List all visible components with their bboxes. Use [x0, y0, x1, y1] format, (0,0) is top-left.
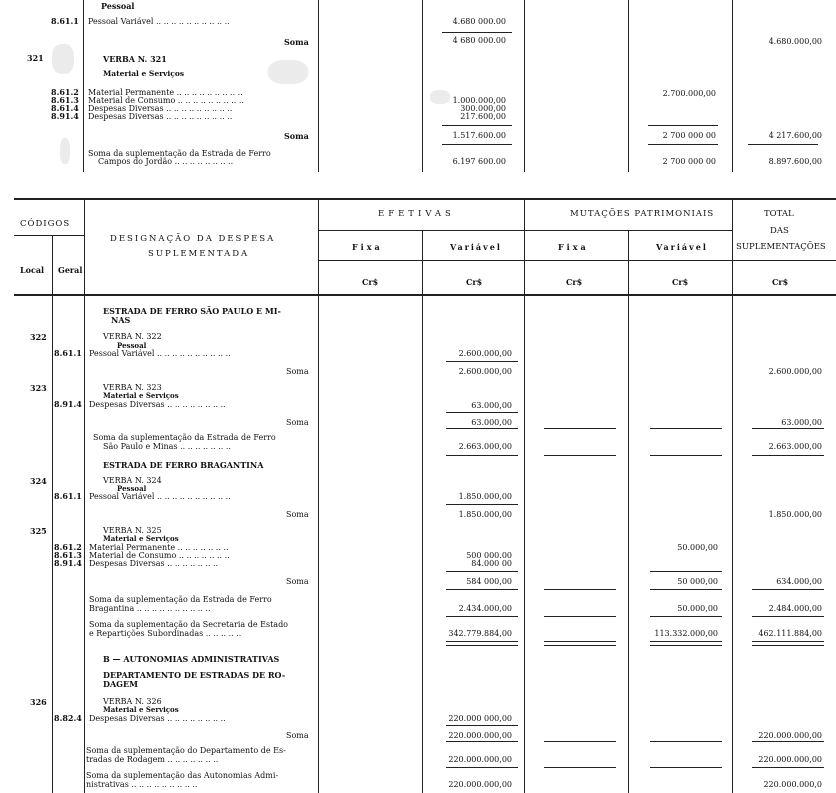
- total-value: 220.000.000,00: [758, 731, 822, 740]
- column-rule: [628, 0, 629, 172]
- group-label: Material e Serviços: [103, 705, 179, 714]
- general-code: 8.91.4: [54, 558, 82, 568]
- summary-label: tradas de Rodagem .. .. .. .. .. .. ..: [86, 755, 219, 764]
- sum-rule: [544, 428, 616, 429]
- general-code: 8.61.2: [51, 87, 79, 97]
- general-code: 8.61.1: [54, 491, 82, 501]
- verba-title: VERBA N. 321: [103, 54, 167, 64]
- sum-rule: [648, 144, 718, 145]
- sum-rule: [752, 428, 824, 429]
- total-value: 1.850.000,00: [768, 510, 822, 519]
- sum-rule: [650, 428, 722, 429]
- group-label: Material e Serviços: [103, 534, 179, 543]
- item-label: Material Permanente .. .. .. .. .. .. ..: [89, 543, 229, 552]
- variable-value: 2.600.000,00: [458, 367, 512, 376]
- soma-label: Soma: [286, 731, 309, 740]
- sum-rule: [752, 641, 824, 642]
- sum-rule: [544, 645, 616, 646]
- variavel-header: Variável: [450, 242, 502, 252]
- item-label: Material de Consumo .. .. .. .. .. .. .. .. ..: [88, 96, 244, 105]
- efetivas-header: EFETIVAS: [378, 209, 455, 219]
- sum-rule: [752, 589, 824, 590]
- group-label: Pessoal: [117, 484, 147, 493]
- general-code: 8.61.3: [51, 95, 79, 105]
- sum-rule: [446, 455, 518, 456]
- variavel-header: Variável: [656, 242, 708, 252]
- total-header: TOTAL: [764, 209, 794, 219]
- variable-value: 2.663.000,00: [458, 442, 512, 451]
- sum-rule: [650, 455, 722, 456]
- general-code: 8.61.3: [54, 550, 82, 560]
- total-value: 4.680.000,00: [768, 37, 822, 46]
- item-label: Pessoal Variável .. .. .. .. .. .. .. .. .. ..: [89, 349, 231, 358]
- header-bottom-rule: [14, 294, 836, 296]
- total-value: 2.663.000,00: [768, 442, 822, 451]
- soma-label: Soma: [286, 510, 309, 519]
- summary-label: e Repartições Subordinadas .. .. .. .. ..: [89, 629, 242, 638]
- column-rule: [732, 200, 733, 793]
- variable-value: 1.850.000,00: [458, 510, 512, 519]
- sum-rule: [442, 125, 512, 126]
- header-rule: [14, 235, 84, 236]
- item-label: Despesas Diversas .. .. .. .. .. .. .. .. ..: [88, 104, 233, 113]
- fixa-header: Fixa: [558, 242, 589, 252]
- column-rule: [84, 200, 85, 793]
- total-value: 2.600.000,00: [768, 367, 822, 376]
- currency-label: Cr$: [566, 277, 583, 287]
- sum-rule: [544, 616, 616, 617]
- item-label: Pessoal Variável .. .. .. .. .. .. .. .. .. ..: [88, 17, 230, 26]
- sum-rule: [650, 641, 722, 642]
- section-title: ESTRADA DE FERRO SÃO PAULO E MI-: [103, 306, 281, 316]
- group-label: Material e Serviços: [103, 391, 179, 400]
- general-code: 8.91.4: [51, 111, 79, 121]
- variable-value: 1.517.600.00: [452, 131, 506, 140]
- summary-label: Campos do Jordão .. .. .. .. .. .. .. ..: [98, 157, 234, 166]
- variable-value: 2.434.000,00: [458, 604, 512, 613]
- total-value: 220.000.000,00: [758, 755, 822, 764]
- general-code: 8.61.2: [54, 542, 82, 552]
- variable-value: 63.000,00: [471, 401, 512, 410]
- sum-rule: [648, 125, 718, 126]
- currency-label: Cr$: [772, 277, 789, 287]
- sum-rule: [752, 741, 824, 742]
- variable-value: 220.000 000,00: [448, 714, 512, 723]
- mutation-value: 50 000,00: [677, 577, 718, 586]
- soma-label: Soma: [284, 131, 309, 141]
- mutacoes-header: MUTAÇÕES PATRIMONIAIS: [570, 209, 715, 219]
- variable-value: 2.600.000,00: [458, 349, 512, 358]
- total-value: 63.000,00: [781, 418, 822, 427]
- total-value: 4 217.600,00: [768, 131, 822, 140]
- item-label: Material de Consumo .. .. .. .. .. .. ..: [89, 551, 230, 560]
- verba-title: VERBA N. 324: [103, 476, 162, 485]
- verba-title: VERBA N. 323: [103, 383, 162, 392]
- variable-value: 4.680 000.00: [452, 17, 506, 26]
- variable-value: 4 680 000.00: [452, 36, 506, 45]
- section-title: ESTRADA DE FERRO BRAGANTINA: [103, 460, 264, 470]
- sum-rule: [752, 645, 824, 646]
- sum-rule: [650, 589, 722, 590]
- summary-label: Soma da suplementação da Estrada de Ferro: [89, 595, 272, 604]
- local-header: Local: [20, 265, 45, 275]
- variable-value: 500 000.00: [466, 551, 512, 560]
- sum-rule: [446, 571, 518, 572]
- column-rule: [524, 200, 525, 793]
- total-value: 634.000,00: [776, 577, 822, 586]
- sum-rule: [446, 504, 518, 505]
- summary-label: Soma da suplementação das Autonomias Admi-: [86, 771, 279, 780]
- general-code: 8.82.4: [54, 713, 82, 723]
- total-header: SUPLEMENTAÇÕES: [736, 242, 826, 252]
- section-title: NAS: [111, 315, 131, 325]
- item-label: Despesas Diversas .. .. .. .. .. .. .. ..: [89, 714, 226, 723]
- sum-rule: [752, 767, 824, 768]
- variable-value: 342.779.884,00: [448, 629, 512, 638]
- fixa-header: Fixa: [352, 242, 383, 252]
- sum-rule: [544, 741, 616, 742]
- scan-smudge: [60, 138, 70, 164]
- item-label: Despesas Diversas .. .. .. .. .. .. .. ..: [89, 400, 226, 409]
- sum-rule: [446, 412, 518, 413]
- scan-smudge: [268, 60, 308, 84]
- local-code: 321: [27, 53, 44, 63]
- item-label: Despesas Diversas .. .. .. .. .. .. ..: [89, 559, 219, 568]
- sum-rule: [446, 616, 518, 617]
- summary-label: nistrativas .. .. .. .. .. .. .. .. ..: [86, 780, 198, 789]
- summary-label: Soma da suplementação do Departamento de Es-: [86, 746, 286, 755]
- local-code: 326: [30, 697, 47, 707]
- column-rule: [524, 0, 525, 172]
- designacao-header: SUPLEMENTADA: [148, 249, 250, 259]
- local-code: 323: [30, 383, 47, 393]
- sum-rule: [446, 645, 518, 646]
- mutation-value: 2.700.000,00: [662, 89, 716, 98]
- column-rule: [52, 236, 53, 793]
- sum-rule: [544, 767, 616, 768]
- general-code: 8.61.4: [51, 103, 79, 113]
- scan-smudge: [52, 44, 74, 74]
- local-code: 324: [30, 476, 47, 486]
- column-rule: [628, 230, 629, 793]
- variable-value: 300.000,00: [460, 104, 506, 113]
- verba-title: VERBA N. 325: [103, 526, 162, 535]
- variable-value: 63.000,00: [471, 418, 512, 427]
- variable-value: 6.197 600.00: [452, 157, 506, 166]
- sum-rule: [544, 455, 616, 456]
- group-label: Material e Serviços: [103, 69, 185, 78]
- sum-rule: [544, 641, 616, 642]
- summary-label: São Paulo e Minas .. .. .. .. .. .. ..: [103, 442, 231, 451]
- variable-value: 1.850.000,00: [458, 492, 512, 501]
- section-title: DEPARTAMENTO DE ESTRADAS DE RO-: [103, 670, 286, 680]
- sum-rule: [446, 767, 518, 768]
- column-rule: [318, 200, 319, 793]
- total-header: DAS: [770, 226, 789, 236]
- mutation-value: 2 700 000 00: [662, 131, 716, 140]
- variable-value: 220.000.000,00: [448, 731, 512, 740]
- verba-title: VERBA N. 326: [103, 697, 162, 706]
- mutation-value: 113.332.000,00: [654, 629, 718, 638]
- total-value: 8.897.600,00: [768, 157, 822, 166]
- sum-rule: [446, 589, 518, 590]
- variable-value: 220.000.000,00: [448, 780, 512, 789]
- header-rule: [318, 230, 732, 231]
- general-code: 8.61.1: [51, 16, 79, 26]
- variable-value: 217.600,00: [460, 112, 506, 121]
- group-label: Pessoal: [101, 1, 135, 11]
- variable-value: 1.000.000,00: [452, 96, 506, 105]
- summary-label: Soma da suplementação da Secretaria de Estado: [89, 620, 288, 629]
- column-rule: [732, 0, 733, 172]
- local-code: 322: [30, 332, 47, 342]
- currency-label: Cr$: [672, 277, 689, 287]
- summary-label: Soma da suplementação da Estrada de Ferro: [93, 433, 276, 442]
- sum-rule: [446, 361, 518, 362]
- soma-label: Soma: [286, 577, 309, 586]
- sum-rule: [650, 645, 722, 646]
- item-label: Pessoal Variável .. .. .. .. .. .. .. .. .. ..: [89, 492, 231, 501]
- item-label: Material Permanente .. .. .. .. .. .. .. .. ..: [88, 88, 243, 97]
- mutation-value: 50.000,00: [677, 604, 718, 613]
- mutation-value: 2 700 000 00: [662, 157, 716, 166]
- general-code: 8.61.1: [54, 348, 82, 358]
- soma-label: Soma: [284, 37, 309, 47]
- sum-rule: [650, 571, 722, 572]
- sum-rule: [752, 616, 824, 617]
- currency-label: Cr$: [466, 277, 483, 287]
- summary-label: Soma da suplementação da Estrada de Ferro: [88, 149, 271, 158]
- sum-rule: [748, 144, 818, 145]
- codigos-header: CÓDIGOS: [20, 219, 71, 229]
- section-title: DAGEM: [103, 679, 138, 689]
- header-rule: [318, 260, 836, 261]
- local-code: 325: [30, 526, 47, 536]
- group-label: Pessoal: [117, 341, 147, 350]
- sum-rule: [650, 616, 722, 617]
- mutation-value: 50.000,00: [677, 543, 718, 552]
- column-rule: [318, 0, 319, 172]
- total-value: 462.111.884,00: [758, 629, 822, 638]
- sum-rule: [446, 741, 518, 742]
- sum-rule: [446, 641, 518, 642]
- sum-rule: [446, 428, 518, 429]
- variable-value: 220.000.000,00: [448, 755, 512, 764]
- section-title: B — AUTONOMIAS ADMINISTRATIVAS: [103, 654, 280, 664]
- variable-value: 84.000 00: [471, 559, 512, 568]
- general-code: 8.91.4: [54, 399, 82, 409]
- item-label: Despesas Diversas .. .. .. .. .. .. .. .. ..: [88, 112, 233, 121]
- header-top-rule: [14, 198, 836, 200]
- designacao-header: DESIGNAÇÃO DA DESPESA: [110, 234, 276, 244]
- column-rule: [422, 230, 423, 793]
- sum-rule: [650, 741, 722, 742]
- column-rule: [83, 0, 84, 172]
- sum-rule: [446, 725, 518, 726]
- sum-rule: [442, 32, 512, 33]
- variable-value: 584 000,00: [466, 577, 512, 586]
- sum-rule: [650, 767, 722, 768]
- sum-rule: [752, 455, 824, 456]
- total-value: 2.484.000,00: [768, 604, 822, 613]
- sum-rule: [544, 589, 616, 590]
- verba-title: VERBA N. 322: [103, 332, 162, 341]
- summary-label: Bragantina .. .. .. .. .. .. .. .. .. ..: [89, 604, 211, 613]
- currency-label: Cr$: [362, 277, 379, 287]
- sum-rule: [442, 144, 512, 145]
- soma-label: Soma: [286, 418, 309, 427]
- soma-label: Soma: [286, 367, 309, 376]
- geral-header: Geral: [58, 265, 83, 275]
- total-value: 220.000.000,0: [763, 780, 822, 789]
